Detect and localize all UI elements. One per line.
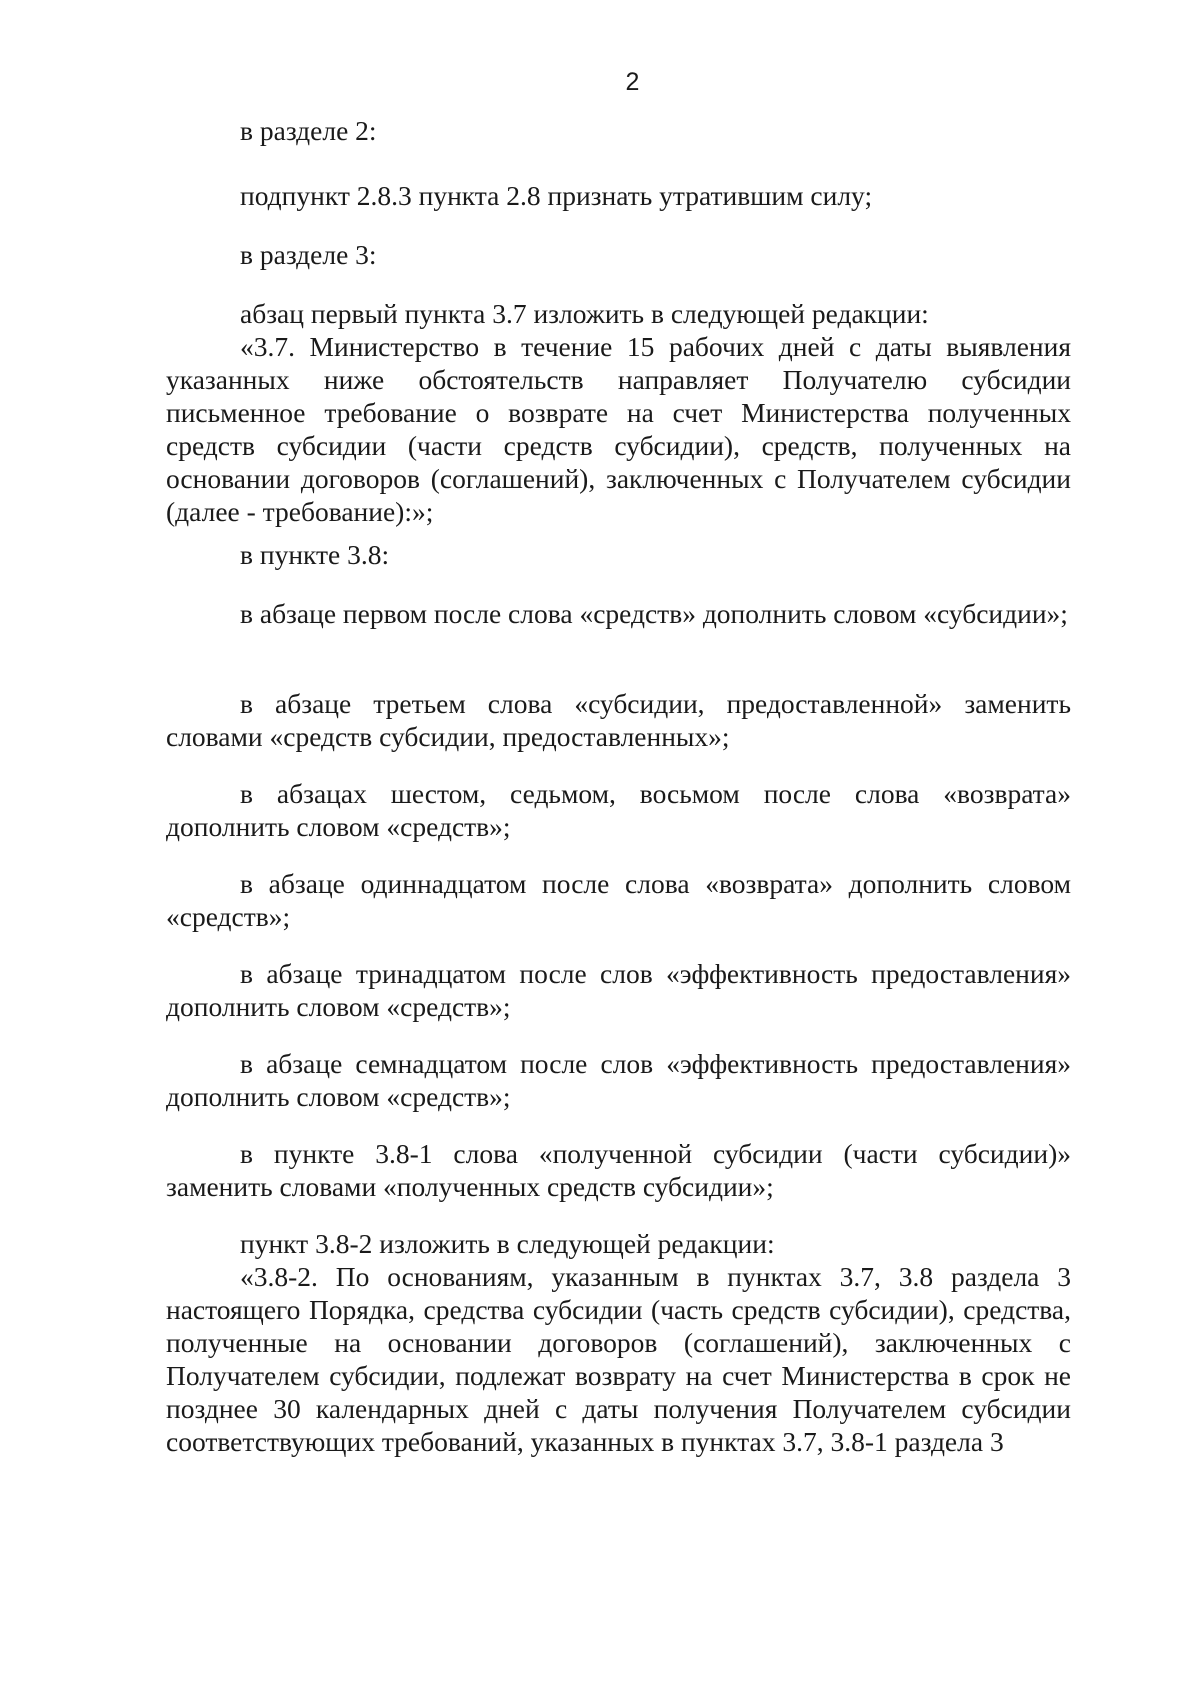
paragraph: в абзаце одиннадцатом после слова «возврата» дополнить словом «средств»;	[166, 868, 1071, 932]
amendment-item	[166, 687, 1071, 753]
page-number: 2	[625, 68, 640, 96]
quoted-text-3-7: «3.7. Министерство в течение 15 рабочих дней с даты выявления указанных ниже обстоятельств направляет Получателю субсидии письменное требование о возврате на счет Министерства полученных средств субсидии (части средств субсидии), средств, полученных на основании договоров (соглашений), заключенных с Получателем субсидии (далее - требование):»;	[166, 331, 1071, 527]
paragraph: в абзаце третьем слова «субсидии, предоставленной» заменить словами «средств субсидии, предоставленных»;	[166, 688, 1071, 752]
amendment-item	[166, 957, 1071, 1023]
amendment-section-2-heading	[166, 114, 1071, 147]
paragraph: в разделе 3:	[240, 239, 377, 270]
amendment-item	[166, 1137, 1071, 1203]
quoted-text-3-8-2: «3.8-2. По основаниям, указанным в пунктах 3.7, 3.8 раздела 3 настоящего Порядка, средства субсидии (часть средств субсидии), средства, полученные на основании договоров (соглашений), заключенных с Получателем субсидии, подлежат возврату на счет Министерства в срок не позднее 30 календарных дней с даты получения Получателем субсидии соответствующих требований, указанных в пунктах 3.7, 3.8-1 раздела 3	[166, 1261, 1071, 1457]
paragraph: пункт 3.8-2 изложить в следующей редакции:	[240, 1228, 775, 1259]
amendment-item	[166, 777, 1071, 843]
paragraph: в пункте 3.8:	[240, 539, 390, 570]
paragraph: абзац первый пункта 3.7 изложить в следующей редакции:	[240, 298, 929, 329]
amendment-item	[166, 179, 1071, 212]
paragraph: в абзаце тринадцатом после слов «эффективность предоставления» дополнить словом «средств»;	[166, 958, 1071, 1022]
amendment-section-3-heading	[166, 238, 1071, 271]
amendment-item-3-7	[166, 297, 1071, 528]
paragraph: в разделе 2:	[240, 115, 377, 146]
amendment-item	[166, 597, 1071, 630]
amendment-item	[166, 1047, 1071, 1113]
paragraph: в абзаце первом после слова «средств» дополнить словом «субсидии»;	[240, 598, 1068, 629]
paragraph: в пункте 3.8-1 слова «полученной субсидии (части субсидии)» заменить словами «полученных средств субсидии»;	[166, 1138, 1071, 1202]
amendment-item-3-8-2	[166, 1227, 1071, 1458]
paragraph: подпункт 2.8.3 пункта 2.8 признать утратившим силу;	[240, 180, 873, 211]
paragraph: в абзаце семнадцатом после слов «эффективность предоставления» дополнить словом «средств»;	[166, 1048, 1071, 1112]
amendment-item	[166, 867, 1071, 933]
paragraph: в абзацах шестом, седьмом, восьмом после слова «возврата» дополнить словом «средств»;	[166, 778, 1071, 842]
amendment-item-3-8-heading	[166, 538, 1071, 571]
